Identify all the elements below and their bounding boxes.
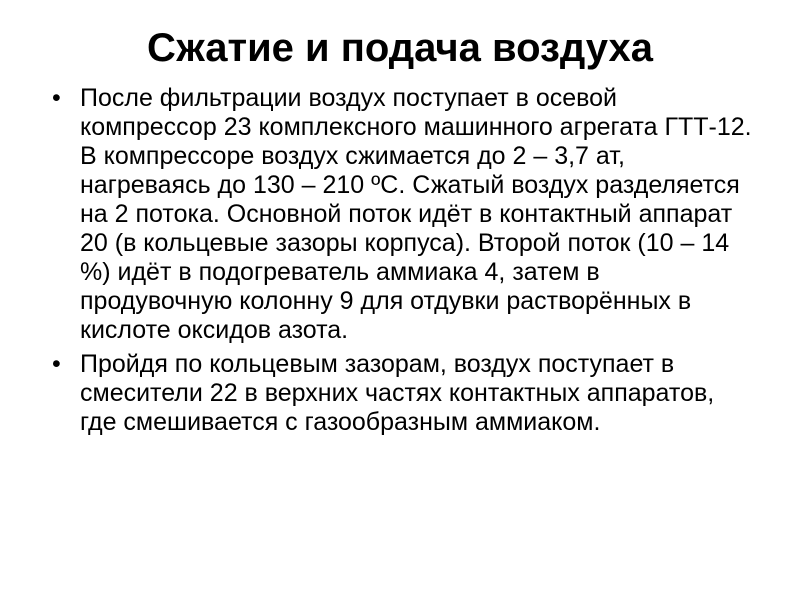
bullet-list xyxy=(52,84,752,442)
slide-title: Сжатие и подача воздуха xyxy=(147,26,653,70)
bullet-icon: • xyxy=(52,84,61,112)
bullet-item xyxy=(52,84,752,345)
bullet-text: После фильтрации воздух поступает в осевой компрессор 23 комплексного машинного агрегата ГТТ-12. В компрессоре воздух сжимается до 2 – 3,7 ат, нагреваясь до 130 – 210 ºС. Сжатый воздух разделяется на 2 потока. Основной поток идёт в контактный аппарат 20 (в кольцевые зазоры корпуса). Второй поток (10 – 14 %) идёт в подогреватель аммиака 4, затем в продувочную колонну 9 для отдувки растворённых в кислоте оксидов азота. xyxy=(80,84,752,344)
bullet-item xyxy=(52,350,752,437)
bullet-icon: • xyxy=(52,350,61,378)
bullet-text: Пройдя по кольцевым зазорам, воздух поступает в смесители 22 в верхних частях контактных аппаратов, где смешивается с газообразным аммиаком. xyxy=(80,350,715,436)
